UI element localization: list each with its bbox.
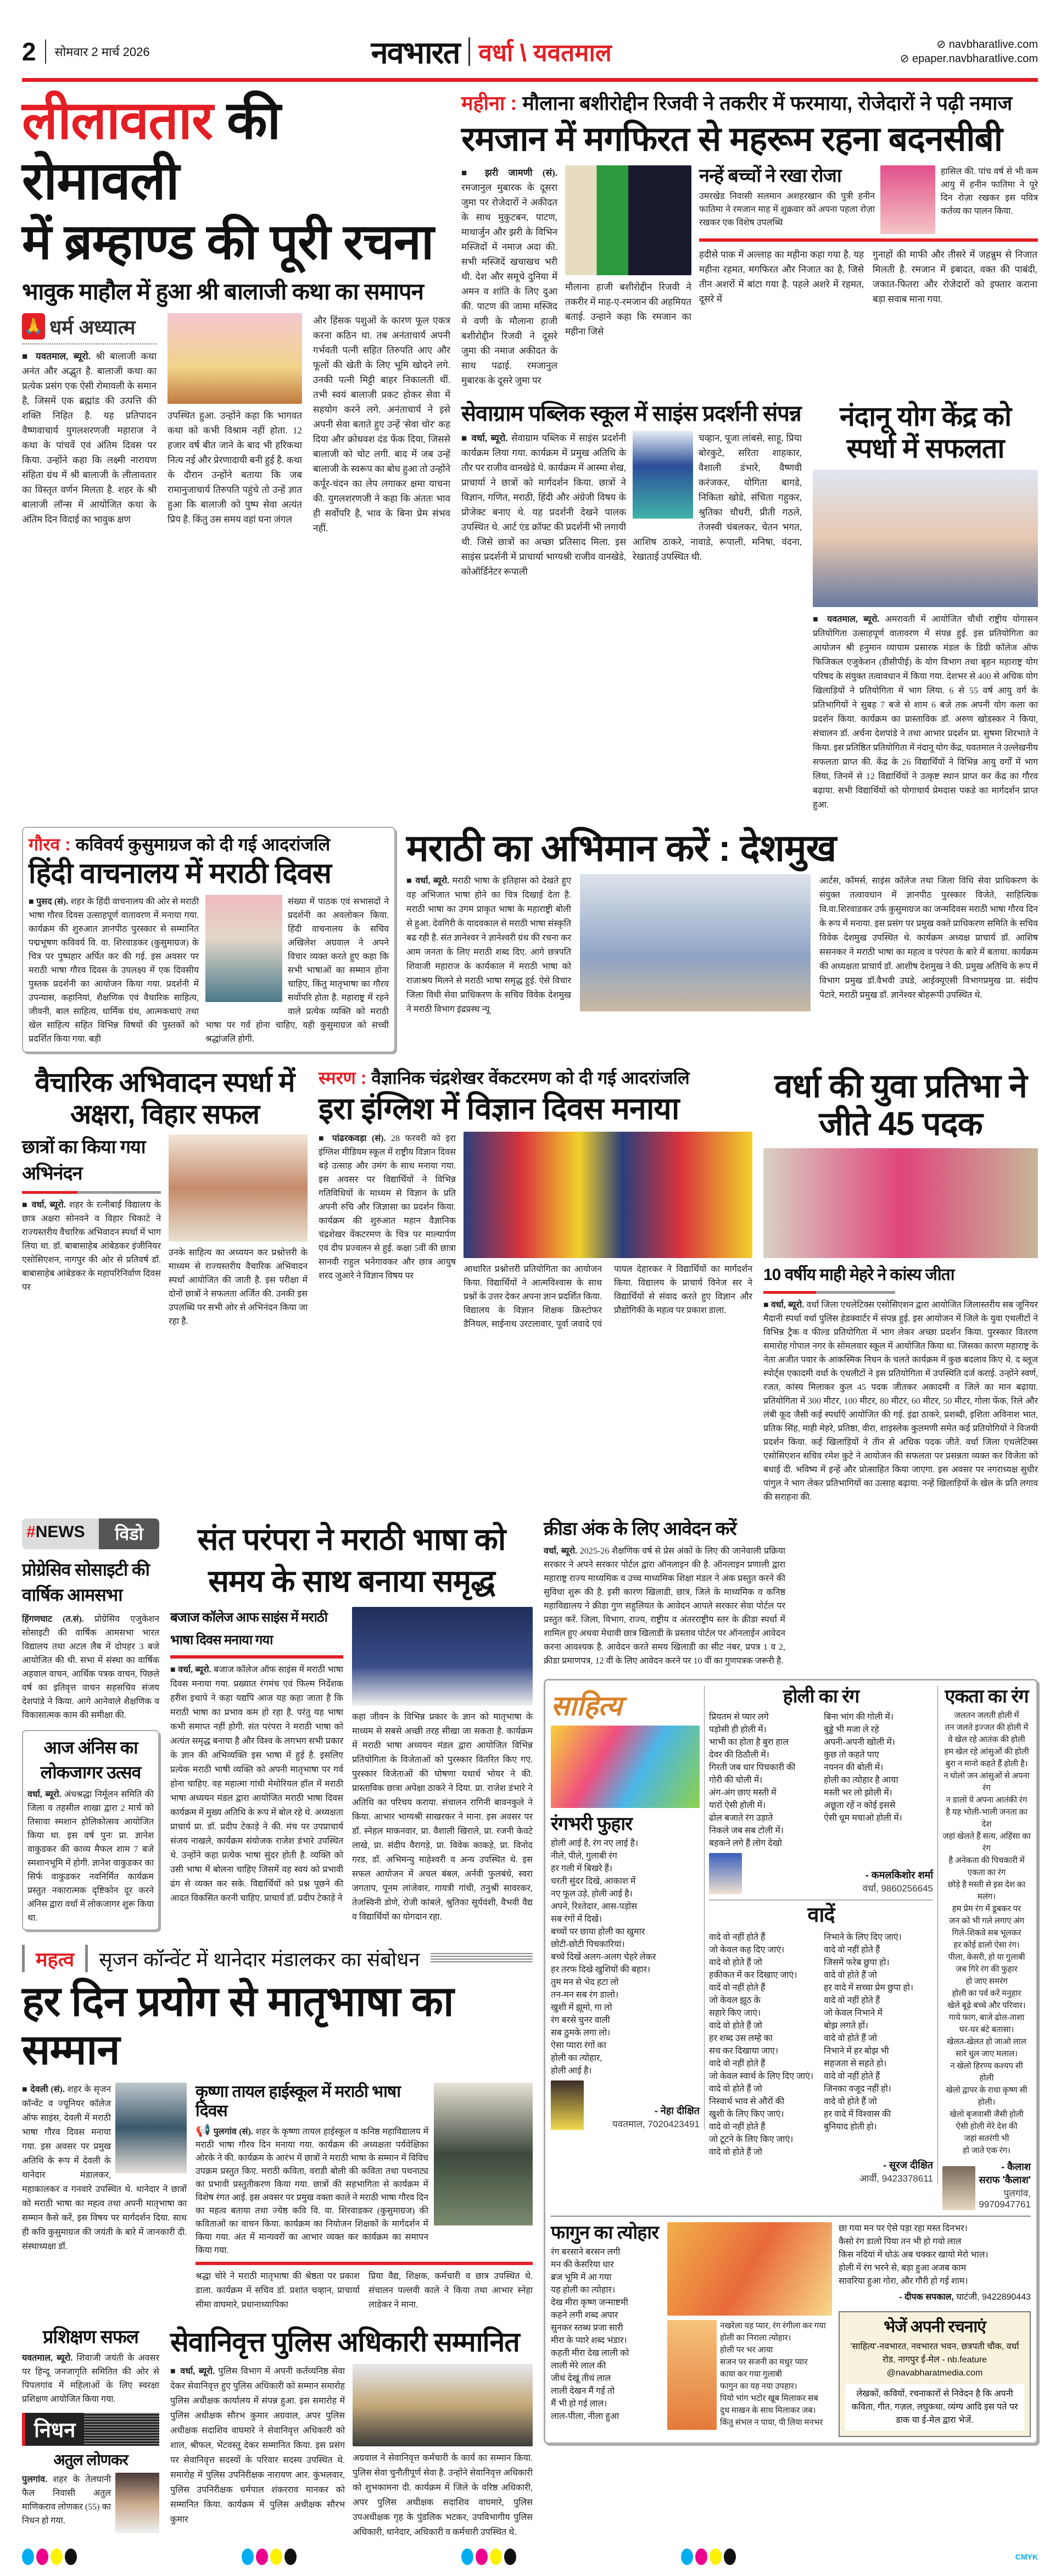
obituary-banner: निधन [22, 2413, 159, 2446]
author-photo [709, 1853, 742, 1894]
sahitya-section: साहित्य रंगभरी फुहार होली आई है, रंग नए लाई है। नीले, पीले, गुलाबी रंग हर गली में बिखरे हैं। धरती सुंदर दिखे, आकाश में नए फूल उड़े, होली आई है। अपने, रिश्तेदार, आस-पड़ोस सब रंगों में दिखें। बच्चों पर छाया होली का खुमार छोटी-छोटी पिचकारियां। बच्चे दिखें अलग-अलग चेहरे लेकर हर तरफ दिखे खुशियों की बहार। तुम मन से भेद हटा लो तन-मन सब रंग डालो। खुशी में झूमो, गा लो रंग बरसे चुनर वाली सब ठुमके लगा लो। ऐसा प्यारा रंगों का होली का त्योहार, होली आई है। - नेहा दीक्षित यवतमाल, 7020423491 होली का रंग प्रियतम से प्यार लगे पड़ोसी ही होली में। भाभी का होता है बुरा हाल देवर की ठिठौली में। गिरती जब धार पिचकारी की गोरी की चोली में। अंग-अंग छाए मस्ती में यारों ऐसी होली में। ढोल बजाते रंग उड़ाते निकले जब सब टोली में। बहकने लगे हैं लोग देखो बिना भांग की गोली में। बुड्ढे भी मजा ले रहे अपनी-अपनी खोली में। कुछ तो कहते पाए नयनन की बोली में। होली का त्योहार है आया मस्ती भर लो झोली में। अछूता रहें न कोई इससे ऐसी धूम मचाओ होली में। - कमलकिशोर शर्मा वर्धा, 9860256645 वादें वादे वो नहीं होते हैं जो केवल कह दिए जाएं। वादे वो होते हैं जो हकीकत में कर दिखाए जाएं। वादें वो नहीं होते हैं जो केवल झूठ के सहारे किए जाएं। वादे वो होते हैं जो हर शब्द उस लम्हे का सच कर दिखाया जाए। वादे वो नहीं होते हैं जो केवल स्वार्थ के लिए दिए जाएं। वादे वो होते हैं जो निस्वार्थ भाव से औरों की खुशी के लिए किए जाएं। वादे वो नहीं होते हैं जो टूटने के लिए किए जाएं। वादे वो होते हैं जो निभाने के लिए दिए जाएं। वादे वो नहीं होते हैं जिसमें फरेब छुपा हो। वादे वो होते हैं जो हर वादे में सच्चा प्रेम छुपा हो। वादे वो नहीं होते हैं जो केवल निभाने में बोझ लगते हों। वादे वो होते हैं जो निभाने में हर बोझ भी सहजता से सहते हो। वादे वो नहीं होते हैं जिनका वजूद नहीं हो। वादे वो होते हैं जो हर वादे में विश्वास की बुनियाद होती हो। - सूरज दीक्षित आर्वी, 9423378611 एकता का रंग जलतन जलती होली में तन जलते इज्जत की होली में वे खेल रहे आतंक की होली हम खेल रहे आंसुओं की होली बुरा न मानो कहते हैं होली है। न घोलो जन आंसुओं से अपना रंग न डालो ये अपना आतंकी रंग है यह भोली-भाली जनता का देश जहां खेलते हैं सत्य, अहिंसा का रंग है अनेकता की पिचकारी में एकता का रंग छोड़े है मस्ती से इस देश का मलंग। हम प्रेम रंग में डूबकर पर जन को भी गले लगाए अंग गिले-शिकवे सब भूलकर हर कोई डालो ऐसा रंग। पीला, केसरी, हो या गुलाबी जब गिरे रंग की फुहार हो जाए समरंग होली का पर्व करें मनुहार खेले बूढ़े बच्चे और परिवार। गाये फाग, बाजे ढोल-ताशा घर-घर बंटे बतासा। खेलत-खेलत हो जाओ लाल सारे धुल जाए मलाल। न खेलो हिरण्य कश्यप सी होली खेलो द्वापर के राधा कृष्ण सी होली। खेलो बृजवासी जैसी होली ऐसी होली मेरे देश की जहां सतरंगी भी हो जाते एक रंग। - कैलाश सराफ 'कैलाश' पुलगांव, 9970947761 फागुन का त्योहार रंग बरसाने बरसन लगी मन की केसरिया धार ब्रज भूमि में आ गया यह होली का त्योहार। देख मीरा कृष्ण जन्माष्टमी कहने लगी शब्द अपार सुनकर स्तब्ध प्रजा सारी मीरा के प्यारे शब्द भंडार। कहती मीरा देख लाली को लाली मेरे लाल की जीथं देखूं तीथं लाल लाली देखन मैं गई तो मैं भी हो गई लाल। लाल-पीला, नीला हुआ नखरेला यह प्यार, रंग रंगीला कर गया होली का निराला त्योहार। होली पर भर आया सजन पर सजनी का मधुर प्यार काया कर गया गुलाबी फागुन का यह नया उपहार। पियो भांग भटोर खूब मिलाकर सब दुध माखन के साथ मिलाकर जब। किंतु संभल न पाया, पी लिया मनभर छा गया मन पर ऐसे पड़ा रहा मस्त दिनभर। कैसो रंग डालो पिया तन भी हो गयो लाल किस नदियां में धोऊं अब चक्कर खायो मेरो भाल। होली में रंग भरने से, बड़ा हुआ अजब काम सावरिया हुआ गोरा, और गौरी हो गई शाम। - दीपक सपकाल, घाटंजी, 9422890443 भेजें अपनी रचनाएं 'साहित्य'-नवभारत, नवभारत भवन, छत्रपती चौक, वर्धा रोड, नागपुर ई-मेल - nb.feature @navabharatmedia.com लेखकों, कवियों, रचनाकारों से निवेदन है कि अपनी कविता, गीत, गज़ल, लघुकथा, व्यंग्य आदि इस पते पर डाक या ई-मेल द्वारा भेजें. [544, 1679, 1038, 2444]
headline: मराठी का अभिमान करें : देशमुख [406, 827, 836, 870]
article-sant [170, 1518, 533, 1924]
article-vigyan: स्मरण : वैज्ञानिक चंद्रशेखर वेंकटरमण को दी गई आदरांजलि इरा इंग्लिश में विज्ञान दिवस मनाया ■ पांढरकवड़ा (सं). 28 फरवरी को इरा इंग्लिश मीडियम स्कूल में राष्ट्रीय विज्ञान दिवस बड़े उत्साह और उमंग के साथ मनाया गया. इस अवसर पर विद्यार्थियों ने विभिन्न गतिविधियों के माध्यम से विज्ञान के प्रति अपनी रुचि और जिज्ञासा का प्रदर्शन किया. कार्यक्रम की शुरुआत महान वैज्ञानिक चंद्रशेखर वेंकटरमण के चित्र पर माल्यार्पण एवं दीप प्रज्वलन से हुई. कक्षा 5वीं की छात्रा सानवी राहुल भनेगावकर और छात्र आयुष शरद जुआरे ने विज्ञान विषय पर आधारित प्रश्नोत्तरी प्रतियोगिता का आयोजन किया. विद्यार्थियों ने आत्मविश्वास के साथ प्रश्नों के उत्तर देकर अपना ज्ञान प्रदर्शित किया. विद्यालय के विज्ञान शिक्षक क्रिस्टोफर डैनियल, साईनाथ उरटलावार, पूर्वा जवादे एवं पायल देहारकर ने विद्यार्थियों का मार्गदर्शन किया. विद्यालय के प्राचार्य विनेज सर ने विद्यार्थियों से संवाद करते हुए विज्ञान और प्रौद्योगिकी के महत्व पर प्रकाश डाला. [319, 1067, 752, 1331]
photo-school-hall [434, 2083, 533, 2226]
article-body: वर्धा, ब्यूरो. 2025-26 शैक्षणिक वर्ष से प्रेस अंकों के लिए की जानेवाली प्रक्रिया सरकार ने अपने सरकार पोर्टल द्वारा ऑनलाइन की है. ऑनलाइन प्रणाली द्वारा महाराष्ट्र राज्य माध्यमिक व उच्च माध्यमिक शिक्षा मंडल ने अंक प्रस्तुत करने की सुविधा शुरू की है. इसी कारण खिलाडी, छात्र, जिले के माध्यमिक व कनिष्ठ महाविद्यालय ने क्रीडा गुण सहुलियत के आवेदन आपले सरकार सेवा पोर्टल पर प्रस्तुत करें. जिला, विभाग, राज्य, राष्ट्रीय व अंतरराष्ट्रीय स्तर के क्रीडा स्पर्धा में शामिल हुए अथवा मेधावी छात्र खिलाडी के प्रस्ताव पोर्टल पर ऑनलाईन आवेदन करना आवश्यक है. आवेदन करते समय खिलाडी का सीट नंबर, प्रपत्र 1 व 2, क्रीडा प्रमाणपत्र, 12 वीं के लिए आवेदन करने पर 10 वीं का गुणपत्रक जरूरी है. [544, 1546, 785, 1666]
subhead: बजाज कॉलेज आफ साइंस में मराठी भाषा दिवस मनाया गया [170, 1610, 327, 1648]
photo-mosque [565, 165, 691, 275]
masthead [22, 31, 1038, 82]
kicker: मौलाना बशीरोद्दीन रिजवी ने तकरीर में फरमाया, रोजेदारों ने पढ़ी नमाज [522, 92, 1013, 114]
poem-text: जलतन जलती होली में तन जलते इज्जत की होली में वे खेल रहे आतंक की होली हम खेल रहे आंसुओं की होली बुरा न मानो कहते हैं होली है। न घोलो जन आंसुओं से अपना रंग न डालो ये अपना आतंकी रंग है यह भोली-भाली जनता का देश जहां खेलते हैं सत्य, अहिंसा का रंग है अनेकता की पिचकारी में एकता का रंग छोड़े है मस्ती से इस देश का मलंग। हम प्रेम रंग में डूबकर पर जन को भी गले लगाए अंग गिले-शिकवे सब भूलकर हर कोई डालो ऐसा रंग। पीला, केसरी, हो या गुलाबी जब गिरे रंग की फुहार हो जाए समरंग होली का पर्व करें मनुहार खेले बूढ़े बच्चे और परिवार। गाये फाग, बाजे ढोल-ताशा घर-घर बंटे बतासा। खेलत-खेलत हो जाओ लाल सारे धुल जाए मलाल। न खेलो हिरण्य कश्यप सी होली खेलो द्वापर के राधा कृष्ण सी होली। खेलो बृजवासी जैसी होली ऐसी होली मेरे देश की जहां सतरंगी भी हो जाते एक रंग। [942, 1711, 1031, 2156]
poem-author: - कमलकिशोर शर्मा [865, 1870, 933, 1881]
registration-footer [22, 2549, 1038, 2565]
article-nandanu [813, 401, 1038, 813]
article-gaurav: गौरव : कविवर्य कुसुमाग्रज को दी गई आदरांजलि हिंदी वाचनालय में मराठी दिवस ■ पुसद (सं). शहर के हिंदी वाचनालय की ओर से मराठी भाषा गौरव दिवस उत्साहपूर्ण वातावरण में मनाया गया. कार्यक्रम की शुरुआत ज्ञानपीठ पुरस्कार से सम्मानित पद्मभूषण कविवर्य वि. वा. शिरवाडकर (कुसुमाग्रज) के चित्र पर पुष्पहार अर्पित कर की गई. इस अवसर पर मराठी भाषा गौरव दिवस के उपलक्ष्य में एक दिवसीय पुस्तक प्रदर्शनी का आयोजन किया गया. प्रदर्शनी में उपन्यास, कहानियां, शैक्षणिक एवं वैचारिक साहित्य, जीवनी, बाल साहित्य, धार्मिक ग्रंथ, आत्मकथाएं तथा खेल साहित्य सहित विभिन्न विषयों की पुस्तकों को प्रदर्शित किया गया. बड़ी संख्या में पाठक एवं सभासदों ने प्रदर्शनी का अवलोकन किया. हिंदी वाचनालय के सचिव अखिलेश अग्रवाल ने अपने विचार व्यक्त करते हुए कहा कि सभी भाषाओं का सम्मान होना चाहिए, किंतु मातृभाषा का गौरव सर्वोपरि होता है. महाराष्ट्र में रहने वाले प्रत्येक व्यक्ति को मराठी भाषा पर गर्व होना चाहिए, यही कुसुमाग्रज को सच्ची श्रद्धांजलि होगी. [22, 827, 395, 1053]
divider [45, 40, 46, 64]
article-police [170, 2327, 533, 2540]
section-tag: 🙏 धर्म अध्यात्म [22, 313, 157, 344]
poem-author: - दीपक सपकाल, [899, 2293, 954, 2302]
subhead: छात्रों का किया गया अभिनंदन [22, 1137, 146, 1184]
article-body: ■ पांढरकवड़ा (सं). 28 फरवरी को इरा इंग्लिश मीडियम स्कूल में राष्ट्रीय विज्ञान दिवस बड़े उत्साह और उमंग के साथ मनाया गया. इस अवसर पर विद्यार्थियों ने विभिन्न गतिविधियों के माध्यम से विज्ञान के प्रति अपनी रुचि और जिज्ञासा का प्रदर्शन किया. कार्यक्रम की शुरुआत महान वैज्ञानिक चंद्रशेखर वेंकटरमण के चित्र पर माल्यार्पण एवं दीप प्रज्वलन से हुई. कक्षा 5वीं की छात्रा सानवी राहुल भनेगावकर और छात्र आयुष शरद जुआरे ने विज्ञान विषय पर [319, 1134, 456, 1281]
issue-date: सोमवार 2 मार्च 2026 [54, 45, 150, 59]
kicker: वैज्ञानिक चंद्रशेखर वेंकटरमण को दी गई आदरांजलि [371, 1068, 690, 1088]
headline: आज अंनिस का लोकजागर उत्सव [40, 1737, 141, 1782]
article-body: ■ वर्धा, ब्यूरो. वर्धा जिला एथलेटिक्स एसोसिएशन द्वारा आयोजित जिलास्तरीय सब जूनियर मैदानी स्पर्धा वर्धा पुलिस हेडक्वार्टर में संपन्न हुई. इस आयोजन में जिले के युवा एथलीटों ने विभिन्न ट्रैक व फील्ड प्रतियोगिता में भाग लेकर अच्छा प्रदर्शन किया. पुरस्कार वितरण समारोह गोपाल नगर के सोमलवार स्कूल में आयोजित किया था. जिसका कारण महाराष्ट्र के नेता अजीत पवार के आकस्मिक निधन के चलते कार्यक्रम में कुछ बदलाव किए थे. द ब्लूज स्पोर्ट्स एकादमी वर्धा के एथलीटों ने इस प्रतियोगिता में उपस्थिति दर्ज कराई. उन्होंने स्वर्ण, रजत, कांस्य मिलाकर कुल 45 पदक जीतकर अकादमी व जिले का मान बढ़ाया. प्रतियोगिता में 300 मीटर, 100 मीटर, 80 मीटर, 60 मीटर, 50 मीटर, गोला फेंक, रिले और लंबी कूद जैसी कई स्पर्धाएँ आयोजित की गई. इंद्रा ठाकरे, प्रशब्दी, इशिता अविनाश भात, प्रतिक सिंह, माही मेहरे, प्रतिष्ठा, वीरा, शाइस्लेक कुलमणी समेत कई प्रतियोगियों ने विजयी प्रदर्शन किया. कई खिलाड़ियों ने तीन से अधिक पदक जीते. वर्धा जिला एथलेटिक्स एसोसिएशन सचिव रमेश कुटे ने आयोजन की सफलता पर प्रसन्नता व्यक्त कर विजेता को बधाई दी. भविष्य में इन्हें और प्रोत्साहित किया जाएगा. इस अवसर पर नगराध्यक्ष सुधीर पांगुल ने भाग लेकर प्रतिभागियों का उत्साह बढ़ाया. नन्हें खिलाड़ियों के खेल के प्रति लगाव की सराहना की. [763, 1300, 1038, 1503]
divider [763, 1291, 895, 1294]
headline: क्रीडा अंक के लिए आवेदन करें [544, 1518, 736, 1540]
poem-text: निभाने के लिए दिए जाएं। वादे वो नहीं होते हैं जिसमें फरेब छुपा हो। वादे वो होते हैं जो हर वादे में सच्चा प्रेम छुपा हो। वादे वो नहीं होते हैं जो केवल निभाने में बोझ लगते हों। वादे वो होते हैं जो निभाने में हर बोझ भी सहजता से सहते हो। वादे वो नहीं होते हैं जिनका वजूद नहीं हो। वादे वो होते हैं जो हर वादे में विश्वास की बुनियाद होती हो। [824, 1932, 914, 2132]
headline-highlight: लीलावतार [22, 91, 213, 150]
article-mahatva [22, 1945, 533, 2312]
headline: हिंदी वाचनालय में मराठी दिवस [29, 858, 331, 890]
news-video-badge[interactable]: #NEWS विडो [22, 1518, 159, 1549]
article-body: ■ पुसद (सं). शहर के हिंदी वाचनालय की ओर से मराठी भाषा गौरव दिवस उत्साहपूर्ण वातावरण में मनाया गया. कार्यक्रम की शुरुआत ज्ञानपीठ पुरस्कार से सम्मानित पद्मभूषण कविवर्य वि. वा. शिरवाडकर (कुसुमाग्रज) के चित्र पर पुष्पहार अर्पित कर की गई. इस अवसर पर मराठी भाषा गौरव दिवस के उपलक्ष्य में एक दिवसीय पुस्तक प्रदर्शनी का आयोजन किया गया. प्रदर्शनी में उपन्यास, कहानियां, शैक्षणिक एवं वैचारिक साहित्य, जीवनी, बाल साहित्य, धार्मिक ग्रंथ, आत्मकथाएं तथा खेल साहित्य सहित विभिन्न विषयों की पुस्तकों को प्रदर्शित किया गया. बड़ी [29, 897, 199, 1044]
headline: हर दिन प्रयोग से मातृभाषा का सम्मान [22, 1978, 454, 2073]
photo-yoga-winners [813, 470, 1038, 607]
headline: वर्धा की युवा प्रतिभा ने जीते 45 पदक [774, 1067, 1027, 1143]
article-body: यवतमाल, ब्यूरो. शिवाजी जयंती के अवसर पर हिन्दू जनजागृति समितित की ओर से पिपलगांव में महिलाओं के लिए स्वरक्षा प्रशिक्षण आयोजित किया गया. [22, 2354, 159, 2405]
poem-text: प्रियतम से प्यार लगे पड़ोसी ही होली में। भाभी का होता है बुरा हाल देवर की ठिठौली में। गिरती जब धार पिचकारी की गोरी की चोली में। अंग-अंग छाए मस्ती में यारों ऐसी होली में। ढोल बजाते रंग उड़ाते निकले जब सब टोली में। बहकने लगे हैं लोग देखो [709, 1712, 796, 1849]
headline: प्रशिक्षण सफल [43, 2327, 138, 2348]
poem-text: नखरेला यह प्यार, रंग रंगीला कर गया होली का निराला त्योहार। होली पर भर आया सजन पर सजनी का मधुर प्यार काया कर गया गुलाबी फागुन का यह नया उपहार। पियो भांग भटोर खूब मिलाकर सब दुध माखन के साथ मिलाकर जब। किंतु संभल न पाया, पी लिया मनभर [720, 2322, 826, 2428]
decorative-lines [431, 1953, 533, 1964]
author-photo [942, 2166, 975, 2210]
krishna-radha-illustration [667, 2222, 832, 2316]
article-body: प्रिया वैद्य, शिक्षक, कर्मचारी व छात्र उपस्थित थे. संचालन पल्लवी काले ने किया तथा आभार स्नेहा लाडेकर ने माना. [368, 2272, 533, 2310]
article-balaji [22, 91, 450, 536]
obituary-name: अतुल लोणकर [53, 2451, 128, 2469]
divider [170, 1655, 343, 1659]
photo-child [880, 165, 935, 234]
registration-marks [681, 2549, 736, 2565]
headline-line2: में ब्रम्हाण्ड की पूरी रचना [22, 214, 434, 270]
decorative-lines [84, 2413, 159, 2446]
submission-note: लेखकों, कवियों, रचनाकारों से निवेदन है कि अपनी कविता, गीत, गज़ल, लघुकथा, व्यंग्य आदि इस पते पर डाक या ई-मेल द्वारा भेजें. [845, 2384, 1024, 2430]
article-body: ■ वर्धा, ब्यूरो. मराठी भाषा के इतिहास को देखते हुए वह अभिजात भाषा होने का चित्र दिखाई देता है. मराठी भाषा का उगम प्राकृत भाषा के महाराष्ट्री बोली से हुआ. देवगिरी के यादवकाल से मराठी भाषा संस्कृति बढ रही है. संत ज्ञानेश्वर ने ज्ञानेश्वरी ग्रंथ की रचना कर आम जनता के लिए मराठी शब्द दिए. आगे छत्रपति शिवाजी महाराज के कार्यकाल में मराठी भाषा को राजाश्रय मिलने से मराठी भाषा समृद्ध हुई. ऐसे विचार जिला विधी सेवा प्राधिकरण के सचिव विवेक देशमुख ने मराठी विभाग इंद्रप्रस्थ न्यू [406, 876, 572, 1015]
photo-students [633, 431, 693, 519]
poem-title: रंगभरी फुहार [551, 1813, 633, 1835]
page-number: 2 [22, 37, 36, 66]
headline: इरा इंग्लिश में विज्ञान दिवस मनाया [319, 1091, 679, 1126]
meera-illustration [667, 2320, 717, 2430]
photo-science-day [464, 1132, 752, 1258]
article-body: गुनाहों की माफी और तीसरे में जहन्नुम से निजात मिलती है. रमजान में इबादत, वक्त की पाबंदी, जकात-फितरा और रोजेदारों को इफ्तार कराना बड़ा सवाब माना गया. [873, 249, 1037, 305]
divider [468, 37, 470, 66]
divider [196, 2262, 533, 2265]
news-column [22, 1518, 159, 1930]
article-body: 📢 पुलगांव (सं). शहर के कृष्णा तायल हाईस्कूल व कनिष्ठ महाविद्यालय में मराठी भाषा गौरव दिन मनाया गया. कार्यक्रम की अध्यक्षता पर्यवेक्षिका ओरके ने की. कार्यक्रम के आरंभ में छात्रों ने मराठी भाषा के सम्मान में विविध उपक्रम प्रस्तुत किए. मराठी कविता, वराडी बोली की कविता तथा पथनाट्य का प्रभावी प्रस्तुतीकरण किया गया. छात्रों की सहभागिता से कार्यक्रम में विशेष रंगत आई. इस अवसर पर प्रमुख वक्ता काले ने मराठी भाषा गौरव दिन का महत्व बताया तथा ज्येष्ठ कवि वि. वा. शिरवाडकर (कुसुमाग्रज) की कविताओं का वाचन किया. कार्यक्रम का नियोजन शिक्षकों के मार्गदर्शन में किया गया. अंत में मान्यवरों का आभार व्यक्त कर कार्यक्रम का समापन किया गया. [196, 2123, 429, 2256]
article-body: उनके साहित्य का अध्ययन कर प्रश्नोत्तरी के माध्यम से राज्यस्तरीय वैचारिक अभिवादन स्पर्धा आयोजित की जाती है. इस परीक्षा में दोनों छात्रों ने सफलता अर्जित की. उनकी इस उपलब्धि पर सभी ओर से अभिनंदन किया जा रहा है. [169, 1248, 308, 1327]
edition-name: वर्धा \ यवतमाल [478, 40, 612, 66]
article-sevagram [461, 401, 802, 579]
article-body: ■ यवतमाल, ब्यूरो. अमरावती में आयोजित चौथी राष्ट्रीय योगासन प्रतियोगिता उत्साहपूर्ण वातावरण में संपन्न हुई. इस प्रतियोगिता का आयोजन श्री हनुमान व्यायाम प्रसारक मंडल के डिग्री कॉलेज ऑफ फिजिकल एजुकेशन (डीसीपीई) के योग विभाग तथा बृहन महाराष्ट्र योग परिषद के संयुक्त तत्वावधान में किया गया. देशभर से 400 से अधिक योग खिलाड़ियों ने प्रतियोगिता में भाग लिया. 6 से 55 वर्ष आयु वर्ग के प्रतिभागियों ने सुबह 7 बजे से शाम 6 बजे तक अपनी योग कला का प्रदर्शन किया. कार्यक्रम का प्रास्ताविक डॉ. अरुण खोडस्कर ने किया, संचालन डॉ. अर्चना देशपांडे ने तथा आभार प्रदर्शन प्रा. सुषमा शिरभाते ने किया. इस प्रतिष्ठित प्रतियोगिता में नंदानू योग केंद्र, यवतमाल ने उल्लेखनीय सफलता प्राप्त की. केंद्र के 26 विद्यार्थियों ने विभिन्न आयु वर्गों में भाग लिया, जिनमें से 12 विद्यार्थियों ने उत्कृष्ट स्थान प्राप्त कर केंद्र का गौरव बढ़ाया. सभी विद्यार्थियों को योगाचार्य प्रेमदास पकडे का मार्गदर्शन प्राप्त हुआ. [813, 615, 1038, 810]
krishna-headline: कृष्णा तायल हाईस्कूल में मराठी भाषा दिवस [196, 2083, 401, 2120]
subhead: 10 वर्षीय माही मेहरे ने कांस्य जीता [763, 1266, 954, 1284]
headline: सेवाग्राम पब्लिक स्कूल में साइंस प्रदर्शनी संपन्न [461, 402, 801, 426]
article-body: ■ देवली (सं). शहर के सृजन कॉन्वेंट व ज्यूनियर कॉलेज ऑफ साइंस, देवली में मराठी भाषा गौरव दिवस मनाया गया. इस अवसर पर प्रमुख अतिथि के रूप में देवली के थानेदार मंडालकर, महाकालकर व गनवारे उपस्थित थे. थानेदार ने छात्रों को मराठी भाषा का महत्व तथा अपनी मातृभाषा का सम्मान कैसे करें, इस विषय पर मार्गदर्शन दिया. साथ ही कवि कुसुमाग्रज की जयंती के बारे में जानकारी दी. संस्थाध्यक्षा डॉ. [22, 2085, 187, 2252]
poem-text: छा गया मन पर ऐसे पड़ा रहा मस्त दिनभर। कैसो रंग डालो पिया तन भी हो गयो लाल किस नदियां में धोऊं अब चक्कर खायो मेरो भाल। होली में रंग भरने से, बड़ा हुआ अजब काम सावरिया हुआ गोरा, और गौरी हो गई शाम। [839, 2224, 989, 2286]
article-body: ■ वर्धा, ब्यूरो. बजाज कॉलेज ऑफ साइंस में मराठी भाषा दिवस मनाया गया. प्रख्यात रंगमंच एवं फिल्म निर्देशक हरीश इथापे ने कहा यद्यपि आज यह कहा जाता है कि मराठी भाषा का प्रभाव कम हो रहा है. परंतु यह भाषा कभी समाप्त नहीं होगी. संत परंपरा ने मराठी भाषा को अत्यंत समृद्ध बनाया है और विश्व के लगभग सभी प्रकार के ज्ञान की अभिव्यक्ति इस भाषा में हुई है. इसलिए प्रत्येक मराठी भाषी व्यक्ति को अपनी मातृभाषा पर गर्व होना चाहिए. वह महात्मा गांधी मेमोरियल हॉल में मराठी भाषा अध्ययन मंडल द्वारा आयोजित मराठी भाषा दिवस कार्यक्रम में मुख्य अतिथि के रूप में बोल रहे थे. अध्यक्षता प्राचार्य प्रा. डॉ. प्रदीप टेकाड़े ने की. मंच पर उपप्राचार्य संजय नाखले, कार्यक्रम संयोजक राजेश डंभारे उपस्थित थे. उन्होंने कहा प्रत्येक भाषा सुंदर होती है. व्यक्ति को उसी भाषा में बोलना चाहिए जिसमें वह स्वयं को प्रभावी ढंग से व्यक्त कर सके. विद्यार्थियों को प्रश्न पूछने की आदत विकसित करनी चाहिए. प्राचार्य डॉ. प्रदीप टेकाड़े ने [170, 1665, 344, 1903]
article-body: ■ वर्धा, ब्यूरो. सेवाग्राम पब्लिक में साइंस प्रदर्शनी कार्यक्रम लिया गया. कार्यक्रम में प्रमुख अतिथि के तौर पर राजीव वानखेडे थे. कार्यक्रम में आस्मा शेख, प्राचार्या ने छात्रों को मार्गदर्शन किया. छात्रों ने विज्ञान, गणित, मराठी, हिंदी और अंग्रेजी विषय के प्रोजेक्ट बनाए थे. यह प्रदर्शनी देखने पालक उपस्थित थे. आर्ट एंड क्रॉफ्ट की प्रदर्शनी भी लगायी थी. जिसे छात्रों का अच्छा प्रतिसाद मिला. इस साइंस प्रदर्शनी में प्राचार्या भाग्यश्री राजीव वानखेडे, कोऑर्डिनेटर रूपाली [461, 433, 626, 577]
article-prashikshan [22, 2327, 159, 2533]
photo-convent [115, 2083, 187, 2173]
photo-athletes [763, 1148, 1038, 1258]
article-body: कहा जीवन के विभिन्न प्रकार के ज्ञान को मातृभाषा के माध्यम से सबसे अच्छी तरह सीखा जा सकता है. कार्यक्रम में मराठी भाषा अध्ययन मंडल द्वारा आयोजित विभिन्न प्रतियोगिता के विजेताओं को पुरस्कार वितरित किए गए. पुरस्कार विजेताओं की घोषणा यथार्थ भोयर ने की. प्रास्ताविक छात्रा अपेक्षा ठाकरे ने दिया. प्रा. राजेश डंभारे ने अतिथि का परिचय कराया. संचालन रागिनी बावनकुले ने किया. आभार भाग्यश्री साखरकर ने माना. इस अवसर पर डॉ. स्नेहल माकनवार, प्रा. वैशाली खिराले, प्रा. रजनी केवटे लाखे, प्रा. संदीप वैरागड़े, प्रा. विवेक काकड़े, प्रा. विनोद गरड, डॉ. अभिमन्यु माहेश्वरी व अन्य उपस्थित थे. इस सफल आयोजन में अचल बंबल, अर्नवी फुलबंधे, स्वरा जगताप, पूनम लांजेवार, गायत्री गांधी, तनुश्री सावरकर, तेजस्विनी डोणे, रोजी कांबले, श्रुतिका सूर्यवंशी, वैभवी वैद्य व विद्यार्थियों का योगदान रहा. [352, 1712, 533, 1922]
photo-speaker [167, 313, 302, 404]
article-body: हिंगणघाट (त.सं). प्रोग्रेसिव एजुकेशन सोसाइटी की वार्षिक आमसभा भारत विद्यालय तथा अटल लैब में दोपहर 3 बजे आयोजित की थी. सभा में संस्था का वार्षिक अहवाल वाचन, आर्थिक पत्रक वाचन, पिछले वर्ष का इतिवृत्त वाचन सहसचिव संजय देशपांडे ने किया. आगे आनेवाले शैक्षणिक व विकासात्मक काम की समीक्षा की. [22, 1614, 159, 1720]
poem-title: होली का रंग [783, 1686, 859, 1707]
registration-marks [461, 2549, 516, 2565]
poem-author: - सूरज दीक्षित [883, 2159, 933, 2171]
headline: नंदानू योग केंद्र को स्पर्धा में सफलता [839, 401, 1012, 464]
cmyk-label: CMYK [1015, 2552, 1038, 2561]
article-vaicharik [22, 1067, 308, 1328]
article-body: आर्टस, कॉमर्स, साइंस कॉलेज तथा जिला विधि सेवा प्राधिकरण के संयुक्त तत्वावधान में ज्ञानपीठ पुरस्कार विजेते, साहित्यिक वि.वा.शिरवाडकर उर्फ कुसुमाग्रज का जन्मदिवस मराठी भाषा गौरव दिन के रूप में मनाया. इस प्रसंग पर प्रमुख वक्ते प्राधिकरण समिति के सचिव विवेक देशमुख उपस्थित थे. कार्यक्रम अध्यक्ष प्राचार्य डॉ. आशिष ससनकर ने मराठी भाषा का महत्व व परंपरा के बारे में बताया. कार्यक्रम की अध्यक्षता प्राचार्य डॉ. आशीष देशमुख ने की. प्रमुख अतिथि के रूप में विभाग प्रमुख डॉ.वैभवी उघडे, आईक्यूएसी विभागप्रमुख प्रा. संदीप पेटारे, मराठी प्रमुख डॉ. ज्ञानेश्वर बोहरूपी उपस्थित थे. [819, 876, 1038, 1000]
poem-author: - नेहा दीक्षित [654, 2105, 700, 2117]
headline: प्रोग्रेसिव सोसाइटी की वार्षिक आमसभा [22, 1560, 149, 1605]
article-body: पुलगांव. शहर के तेलघानी फैल निवासी अतुल माणिकराव लोणकर (55) का निधन हो गया. [22, 2474, 111, 2525]
poem-title: फागुन का त्योहार [551, 2222, 658, 2244]
website-link[interactable]: ⊘ navbharatlive.com [936, 38, 1038, 51]
article-body: मौलाना हाजी बशीरोद्दीन रिजवी ने तकरीर में माह-ए-रमजान की अहमियत बताई. उन्हाने कहा कि रमजान का महीना जिसे [565, 282, 691, 337]
article-body: उपस्थित हुआ. उन्होंने कहा कि भागवत कथा को कभी विश्राम नहीं होता. 12 हजार वर्ष बीत जाने के बाद भी हरिकथा नित्य नई और प्रेरणादायी बनी हुई है. कथा के दौरान उन्होंने बताया कि जब रामानुजाचार्य तिरुपति पहुंचे तो उन्हें ज्ञात हुआ कि बालाजी को पुष्प सेवा अत्यंत प्रिय है. किंतु उस समय वहां घना जंगल [167, 410, 302, 525]
globe-icon: ⊘ [936, 38, 949, 51]
kicker: सृजन कॉन्वेंट में थानेदार मंडालकर का संबोधन [99, 1948, 420, 1971]
article-body: ■ वर्धा, ब्यूरो. पुलिस विभाग में अपनी कर्तव्यनिष्ठ सेवा देकर सेवानिवृत्त हुए पुलिस अधिकारी को सम्मान समारोह पुलिस अधीक्षक कार्यालय में संपन्न हुआ. इस समारोह में पुलिस अधीक्षक सौरभ कुमार अग्रवाल, अपर पुलिस अधीक्षक सदाशिव वाघमारे ने सेवानिवृत्त अधिकारी को शाल, श्रीफल, भेंटवस्तू देकर सम्मानित किया. इस प्रसंग पर सेवानिवृत्त सदस्यों के परिवार सदस्य उपस्थित थे. समारोह में पुलिस उपनिरीक्षक नारायण आर. कुंभलवार, पुलिस उपनिरीक्षक धर्मपाल शंकरराव मानकर को सम्मानित किया. कार्यक्रम में पुलिस अधीक्षक सौरभ कुमार [170, 2366, 345, 2524]
article-body: आधारित प्रश्नोत्तरी प्रतियोगिता का आयोजन किया. विद्यार्थियों ने आत्मविश्वास के साथ प्रश्नों के उत्तर देकर अपना ज्ञान प्रदर्शित किया. विद्यालय के विज्ञान शिक्षक क्रिस्टोफर डैनियल, साईनाथ उरटलावार, पूर्वा जवादे एवं पायल देहारकर ने विद्यार्थियों का मार्गदर्शन किया. विद्यालय के प्राचार्य विनेज सर ने विद्यार्थियों से संवाद करते हुए विज्ञान और प्रौद्योगिकी के महत्व पर प्रकाश डाला. [464, 1265, 752, 1329]
praying-hands-icon: 🙏 [22, 313, 45, 340]
headline: वैचारिक अभिवादन स्पर्धा में अक्षरा, विहार सफल [35, 1067, 295, 1130]
submission-box: भेजें अपनी रचनाएं 'साहित्य'-नवभारत, नवभारत भवन, छत्रपती चौक, वर्धा रोड, नागपुर ई-मेल - nb.feature @navabharatmedia.com लेखकों, कवियों, रचनाकारों से निवेदन है कि अपनी कविता, गीत, गज़ल, लघुकथा, व्यंग्य आदि इस पते पर डाक या ई-मेल द्वारा भेजें. [839, 2311, 1031, 2437]
kicker-label: महत्व [36, 1948, 75, 1971]
sahitya-logo: साहित्य [551, 1690, 622, 1722]
photo-police-felicitation [353, 2364, 533, 2446]
kids-headline: नन्हें बच्चों ने रखा रोजा [699, 165, 841, 187]
divider [22, 1191, 161, 1194]
globe-icon: ⊘ [900, 53, 912, 65]
article-body: हासिल की. पांच वर्ष से भी कम आयु में हनीन फातिमा ने पूरे दिन रोज़ा रखकर इस पवित्र कर्तव्य का पालन किया. [941, 167, 1038, 216]
photo-felicitation [169, 1134, 308, 1242]
divider [85, 1945, 88, 1972]
article-body: ■ यवतमाल, ब्यूरो. श्री बालाजी कथा अनंत और अद्भुत है. बालाजी कथा का प्रत्येक प्रसंग एक ऐसी रोमावली के समान है, जिसमें एक ब्रह्मांड की उत्पत्ति की शक्ति निहित है. यह प्रतिपादन वैष्णवाचार्य युगलशरणजी महाराज ने कथा के पांचवें एवं अंतिम दिवस पर किया. उन्होंने कहा कि लक्ष्मी नारायण संहिता ग्रंथ में श्री बालाजी के लीलावतार का विस्तृत वर्णन मिलता है. शहर के श्री बालाजी लॉन्स में आयोजित कथा के अंतिम दिन विदाई का भावुक क्षण [22, 350, 157, 525]
subhead: भावुक माहौल में हुआ श्री बालाजी कथा का समापन [22, 279, 423, 305]
photo-book-exhibition [205, 895, 282, 1002]
poem-title: एकता का रंग [945, 1686, 1029, 1707]
kicker: कविवर्य कुसुमाग्रज को दी गई आदरांजलि [75, 834, 331, 855]
article-body: श्रद्धा चोरे ने मराठी मातृभाषा की श्रेष्ठता पर प्रकाश डाला. कार्यक्रम में सचिव डॉ. प्रशांत चव्हान, प्राचार्या सीमा वाघमारे, प्रधानाध्यापिका [196, 2272, 360, 2310]
epaper-link[interactable]: ⊘ epaper.navbharatlive.com [900, 53, 1038, 65]
article-body: वर्धा, ब्यूरो. अंधश्रद्धा निर्मूलन समिति की जिला व तहसील शाखा द्वारा 2 मार्च को तिसावा स्मशान होलिकोत्सव आयोजित किया था. इस वर्ष पुनः प्रा. ज्ञानेश वाकुडकर की काव्य मैफल शाम 7 बजे स्मशानभूमि में होगी. ज्ञानेश वाकुडकर का सिर्फ वाकुडकर नवनिर्मित कार्यक्रम प्रस्तुत नकारात्मक दृष्टिकोन दूर करने अंनिस द्वारा वर्धा में लोकजागर शुरू किया था. [27, 1790, 154, 1923]
article-body: संख्या में पाठक एवं सभासदों ने प्रदर्शनी का अवलोकन किया. हिंदी वाचनालय के सचिव अखिलेश अग्रवाल ने अपने विचार व्यक्त करते हुए कहा कि सभी भाषाओं का सम्मान होना चाहिए, किंतु मातृभाषा का गौरव सर्वोपरि होता है. महाराष्ट्र में रहने वाले प्रत्येक व्यक्ति को मराठी भाषा पर गर्व होना चाहिए, यही कुसुमाग्रज को सच्ची श्रद्धांजलि होगी. [205, 897, 389, 1044]
article-deshmukh [406, 827, 1038, 1017]
obituary-photo [115, 2473, 159, 2533]
holi-illustration [551, 1726, 700, 1808]
headline: सेवानिवृत्त पुलिस अधिकारी सम्मानित [170, 2327, 520, 2358]
megaphone-icon: 📢 [196, 2123, 211, 2138]
article-body: चव्हान, पूजा लांबसे, साहू, प्रिया बोरकुटे, सरिता शाहकार, वैशाली डंभारे, वैष्णवी करंजकर, योगिता बागडे, निकिता खोडे, संचिता गहुकर, श्रुतिका चौधरी, प्रीती गठले, तेजस्वी चंबलकर, चेतन भगत, आशिष ठाकरे, नावाडे, रूपाली, मनिषा, वंदना, रेखाताई उपस्थित थी. [633, 433, 802, 563]
article-krida [544, 1518, 785, 1668]
article-body: उमरखेड निवासी सलमान अशहरखान की पुत्री हनीन फातिमा ने रमजान माह में शुक्रवार को अपना पहला रोज़ा रखकर एक विशेष उपलब्धि [699, 192, 875, 228]
photo-classroom [580, 874, 811, 1011]
poem-title: वादें [807, 1904, 835, 1927]
article-body: अग्रवाल ने सेवानिवृत्त कर्मचारी के कार्य का सम्मान किया. पुलिस सेवा चुनौतीपूर्ण सेवा है. उन्होंने सेवानिवृत्त अधिकारी को शुभकामना दी. कार्यक्रम में जिले के वरिष्ठ अधिकारी, अपर पुलिस अधीक्षक सदाशिव वाघमारे, पुलिस उपअधीक्षक गृह के पुंडलिक भटकर, उपविभागीय पुलिस अधिकारी, थानेदार, अधिकारी व कर्मचारी उपस्थित थे. [353, 2453, 533, 2537]
article-body: हदीसे पाक में अल्लाह का महीना कहा गया है. यह महीना रहमत, मगफिरत और निजात का है, जिसे तीन अशरों में बांटा गया है. पहले अशरे में रहमत, दूसरे में [699, 249, 864, 305]
poem-text: होली आई है, रंग नए लाई है। नीले, पीले, गुलाबी रंग हर गली में बिखरे हैं। धरती सुंदर दिखे, आकाश में नए फूल उड़े, होली आई है। अपने, रिश्तेदार, आस-पड़ोस सब रंगों में दिखें। बच्चों पर छाया होली का खुमार छोटी-छोटी पिचकारियां। बच्चे दिखें अलग-अलग चेहरे लेकर हर तरफ दिखे खुशियों की बहार। तुम मन से भेद हटा लो तन-मन सब रंग डालो। खुशी में झूमो, गा लो रंग बरसे चुनर वाली सब ठुमके लगा लो। ऐसा प्यारा रंगों का होली का त्योहार, होली आई है। [551, 1839, 656, 2076]
article-ramzan: महीना : मौलाना बशीरोद्दीन रिजवी ने तकरीर में फरमाया, रोजेदारों ने पढ़ी नमाज रमजान में मगफिरत से महरूम रहना बदनसीबी ■ झरी जामणी (सं). रमजानुल मुबारक के दूसरा जुमा पर रोजेदारों ने अकीदत के साथ मुकुटबन, पाटण, माथार्जुन और झरी के विभिन मस्जिदों में नमाज अदा की. सभी मस्जिदें खचाखच भरी थी. देश और समूचे दुनिया में अमन व शांति के लिए दुआ की. पाटण की जामा मस्जिद मे वणी के मौलाना हाजी बशीरोद्दीन रिजवी ने दूसरे जुमा की नमाज अकीदत के साथ पढाई. रमजानुल मुबारक के दूसरे जुमा पर मौलाना हाजी बशीरोद्दीन रिजवी ने तकरीर में माह-ए-रमजान की अहमियत बताई. उन्हाने कहा कि रमजान का महीना जिसे नन्हें बच्चों ने रखा रोजा उमरखेड निवासी सलमान अशहरखान की पुत्री हनीन फातिमा ने रमजान माह में शुक्रवार को अपना पहला रोज़ा रखकर एक विशेष उपलब्धि हासिल की. पांच वर्ष से भी कम आयु में हनीन फातिमा ने पूरे दिन रोज़ा रखकर इस पवित्र कर्तव्य का पालन किया. हदीसे पाक में अल्लाह का महीना कहा गया है. यह महीना रहमत, मगफिरत और निजात का है, जिसे तीन अशरों में बांटा गया है. पहले अशरे में रहमत, दूसरे में गुनाहों की माफी और तीसरे में जहन्नुम से निजात मिलती है. रमजान में इबादत, वक्त की पाबंदी, जकात-फितरा और रोजेदारों को इफ्तार कराना बड़ा सवाब माना गया. [461, 91, 1038, 388]
registration-marks [22, 2549, 77, 2565]
lokjagar-box [22, 1730, 159, 1931]
article-body: ■ झरी जामणी (सं). रमजानुल मुबारक के दूसरा जुमा पर रोजेदारों ने अकीदत के साथ मुकुटबन, पाटण, माथार्जुन और झरी के विभिन मस्जिदों में नमाज अदा की. सभी मस्जिदें खचाखच भरी थी. देश और समूचे दुनिया में अमन व शांति के लिए दुआ की. पाटण की जामा मस्जिद मे वणी के मौलाना हाजी बशीरोद्दीन रिजवी ने दूसरे जुमा की नमाज अकीदत के साथ पढाई. रमजानुल मुबारक के दूसरे जुमा पर [461, 168, 557, 386]
newspaper-logo: नवभारत [371, 35, 460, 70]
headline: संत परंपरा ने मराठी भाषा को समय के साथ बनाया समृद्ध [197, 1522, 506, 1598]
poem-text: वादे वो नहीं होते हैं जो केवल कह दिए जाएं। वादे वो होते हैं जो हकीकत में कर दिखाए जाएं। वादें वो नहीं होते हैं जो केवल झूठ के सहारे किए जाएं। वादे वो होते हैं जो हर शब्द उस लम्हे का सच कर दिखाया जाए। वादे वो नहीं होते हैं जो केवल स्वार्थ के लिए दिए जाएं। वादे वो होते हैं जो निस्वार्थ भाव से औरों की खुशी के लिए किए जाएं। वादे वो नहीं होते हैं जो टूटने के लिए किए जाएं। वादे वो होते हैं जो [709, 1932, 814, 2157]
photo-lecture [352, 1607, 533, 1706]
poem-author: - कैलाश सराफ 'कैलाश' [979, 2161, 1031, 2186]
poem-text: बिना भांग की गोली में। बुड्ढे भी मजा ले रहे अपनी-अपनी खोली में। कुछ तो कहते पाए नयनन की बोली में। होली का त्योहार है आया मस्ती भर लो झोली में। अछूता रहें न कोई इससे ऐसी धूम मचाओ होली में। [824, 1712, 902, 1823]
headline: रमजान में मगफिरत से महरूम रहना बदनसीबी [461, 120, 1002, 158]
submission-address: 'साहित्य'-नवभारत, नवभारत भवन, छत्रपती चौक, वर्धा रोड, नागपुर ई-मेल - nb.feature @navabharatmedia.com [850, 2341, 1019, 2378]
article-body: और हिंसक पशुओं के कारण फूल एकत्र करना कठिन था. तब अनंताचार्य अपनी गर्भवती पत्नी सहित तिरुपति आए और फूलों की खेती के लिए भूमि खोदने लगे. उनकी पत्नी मिट्टी बाहर निकालती थीं. तभी स्वयं बालाजी प्रकट होकर सेवा में सहयोग करने लगे. अनंताचार्य ने इसे अपनी सेवा बताते हुए उन्हें 'सेवा चोर' कह दिया और क्रोधवश दंड फेंक दिया, जिससे बालाजी को चोट लगी. बाद में जब उन्हें बालाजी के स्वरूप का बोध हुआ तो उन्होंने कर्पूर-चंदन का लेप लगाकर क्षमा याचना की. युगलशरणजी ने कहा कि अंततः भाव ही सर्वोपरि है, भाव के बिना प्रेम संभव नहीं. [313, 315, 450, 533]
headline: की रोमावली [22, 91, 281, 211]
article-yuva [763, 1067, 1038, 1504]
registration-marks [242, 2549, 297, 2565]
divider [22, 1945, 25, 1972]
author-photo [551, 2080, 584, 2130]
poem-text: रंग बरसाने बरसन लगी मन की केसरिया धार ब्रज भूमि में आ गया यह होली का त्योहार। देख मीरा कृष्ण जन्माष्टमी कहने लगी शब्द अपार सुनकर स्तब्ध प्रजा सारी मीरा के प्यारे शब्द भंडार। कहती मीरा देख लाली को लाली मेरे लाल की जीथं देखूं तीथं लाल लाली देखन मैं गई तो मैं भी हो गई लाल। लाल-पीला, नीला हुआ [551, 2247, 629, 2422]
article-body: ■ वर्धा, ब्यूरो. शहर के रत्नीबाई विद्यालय के छात्र अक्षरा सोनवने व विहार चिकाटे ने राज्यस्तरीय वैचारिक अभिवादन स्पर्धा में भाग लिया था. डॉ. बाबासाहेब आंबेडकर इंजीनियर एसोसिएशन, नागपुर की ओर से प्रतिवर्ष डॉ. बाबासाहेब आंबेडकर के महापरिनिर्वाण दिवस पर [22, 1200, 161, 1293]
